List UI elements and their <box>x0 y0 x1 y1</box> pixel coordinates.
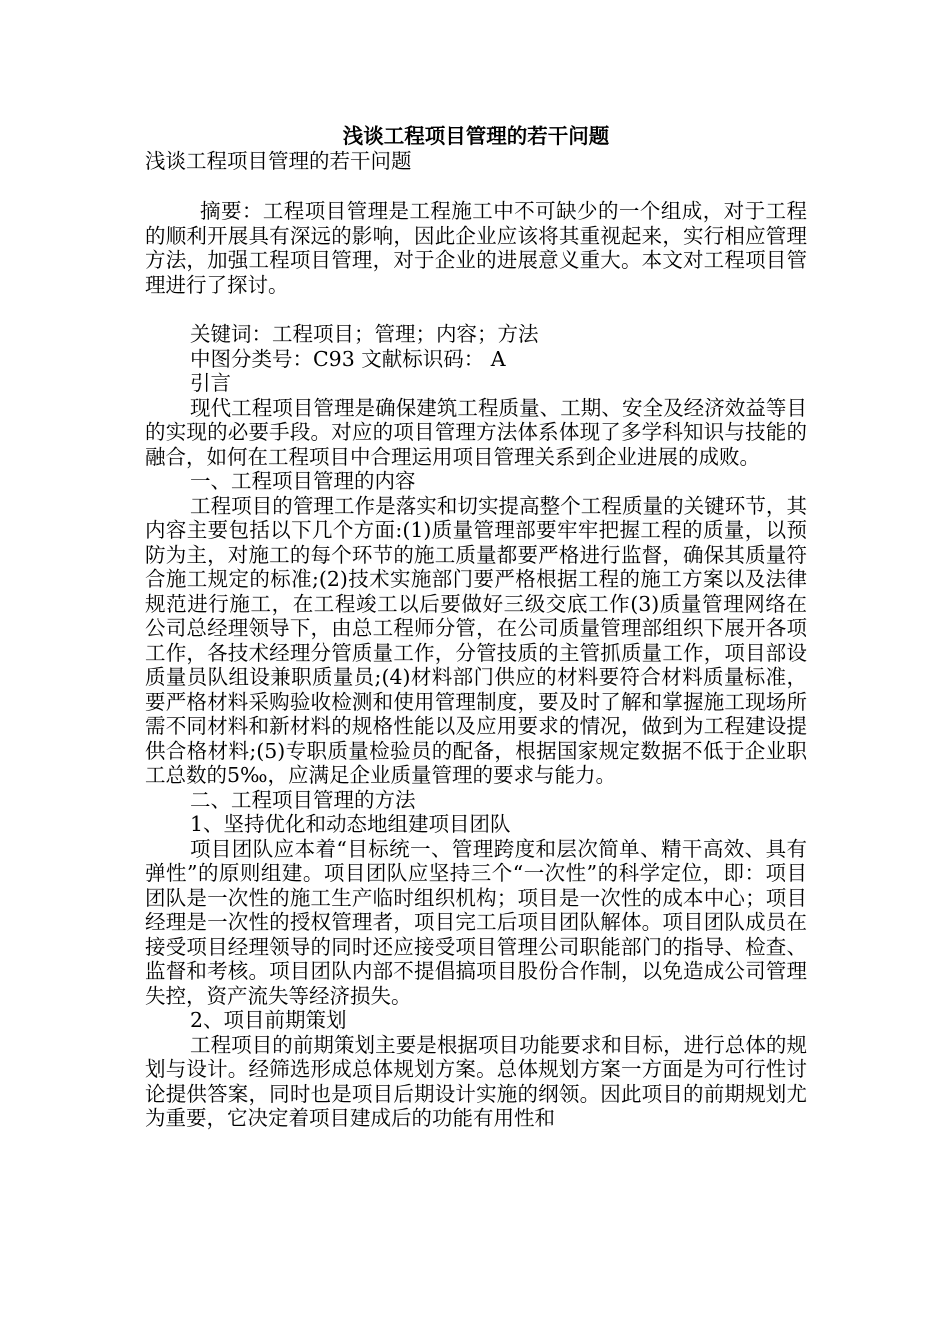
subsection2-heading: 2、项目前期策划 <box>190 1008 347 1032</box>
subsection1-heading: 1、坚持优化和动态地组建项目团队 <box>190 812 511 836</box>
section1-paragraph: 工程项目的管理工作是落实和切实提高整个工程质量的关键环节，其内容主要包括以下几个方面:(1)质量管理部要牢牢把握工程的质量，以预防为主，对施工的每个环节的施工质量都要严格进行监督，确保其质量符合施工规定的标准;(2)技术实施部门要严格根据工程的施工方案以及法律规范进行施工，在工程竣工以后要做好三级交底工作(3)质量管理网络在公司总经理领导下，由总工程师分管，在公司质量管理部组织下展开各项工作，各技术经理分管质量工作，分管技质的主管抓质量工作，项目部设质量员队组设兼职质量员;(4)材料部门供应的材料要符合材料质量标准，要严格材料采购验收检测和使用管理制度，要及时了解和掌握施工现场所需不同材料和新材料的规格性能以及应用要求的情况，做到为工程建设提供合格材料;(5)专职质量检验员的配备，根据国家规定数据不低于企业职工总数的5‰，应满足企业质量管理的要求与能力。 <box>145 493 807 787</box>
abstract-paragraph: 摘要：工程项目管理是工程施工中不可缺少的一个组成，对于工程的顺利开展具有深远的影响，因此企业应该将其重视起来，实行相应管理方法，加强工程项目管理，对于企业的进展意义重大。本文对工程项目管理进行了探讨。 <box>145 199 807 297</box>
section1-heading: 一、工程项目管理的内容 <box>190 469 416 493</box>
intro-heading: 引言 <box>190 371 231 395</box>
subsection1-paragraph: 项目团队应本着“目标统一、管理跨度和层次简单、精干高效、具有弹性”的原则组建。项目团队应坚持三个“一次性”的科学定位，即：项目团队是一次性的施工生产临时组织机构；项目是一次性的成本中心；项目经理是一次性的授权管理者，项目完工后项目团队解体。项目团队成员在接受项目经理领导的同时还应接受项目管理公司职能部门的指导、检查、监督和考核。项目团队内部不提倡搞项目股份合作制，以免造成公司管理失控，资产流失等经济损失。 <box>145 836 807 1008</box>
classification-line: 中图分类号：C93 文献标识码： A <box>190 346 506 371</box>
document-title: 浅谈工程项目管理的若干问题 <box>342 124 610 148</box>
document-body <box>145 322 807 1131</box>
document-subtitle: 浅谈工程项目管理的若干问题 <box>145 149 412 173</box>
intro-paragraph: 现代工程项目管理是确保建筑工程质量、工期、安全及经济效益等目的实现的必要手段。对应的项目管理方法体系体现了多学科知识与技能的融合，如何在工程项目中合理运用项目管理关系到企业进展的成败。 <box>145 395 807 469</box>
subsection2-paragraph: 工程项目的前期策划主要是根据项目功能要求和目标，进行总体的规划与设计。经筛选形成总体规划方案。总体规划方案一方面是为可行性讨论提供答案，同时也是项目后期设计实施的纲领。因此项目的前期规划尤为重要，它决定着项目建成后的功能有用性和 <box>145 1032 807 1130</box>
section2-heading: 二、工程项目管理的方法 <box>190 787 416 812</box>
keywords-line: 关键词：工程项目；管理；内容；方法 <box>190 322 539 346</box>
